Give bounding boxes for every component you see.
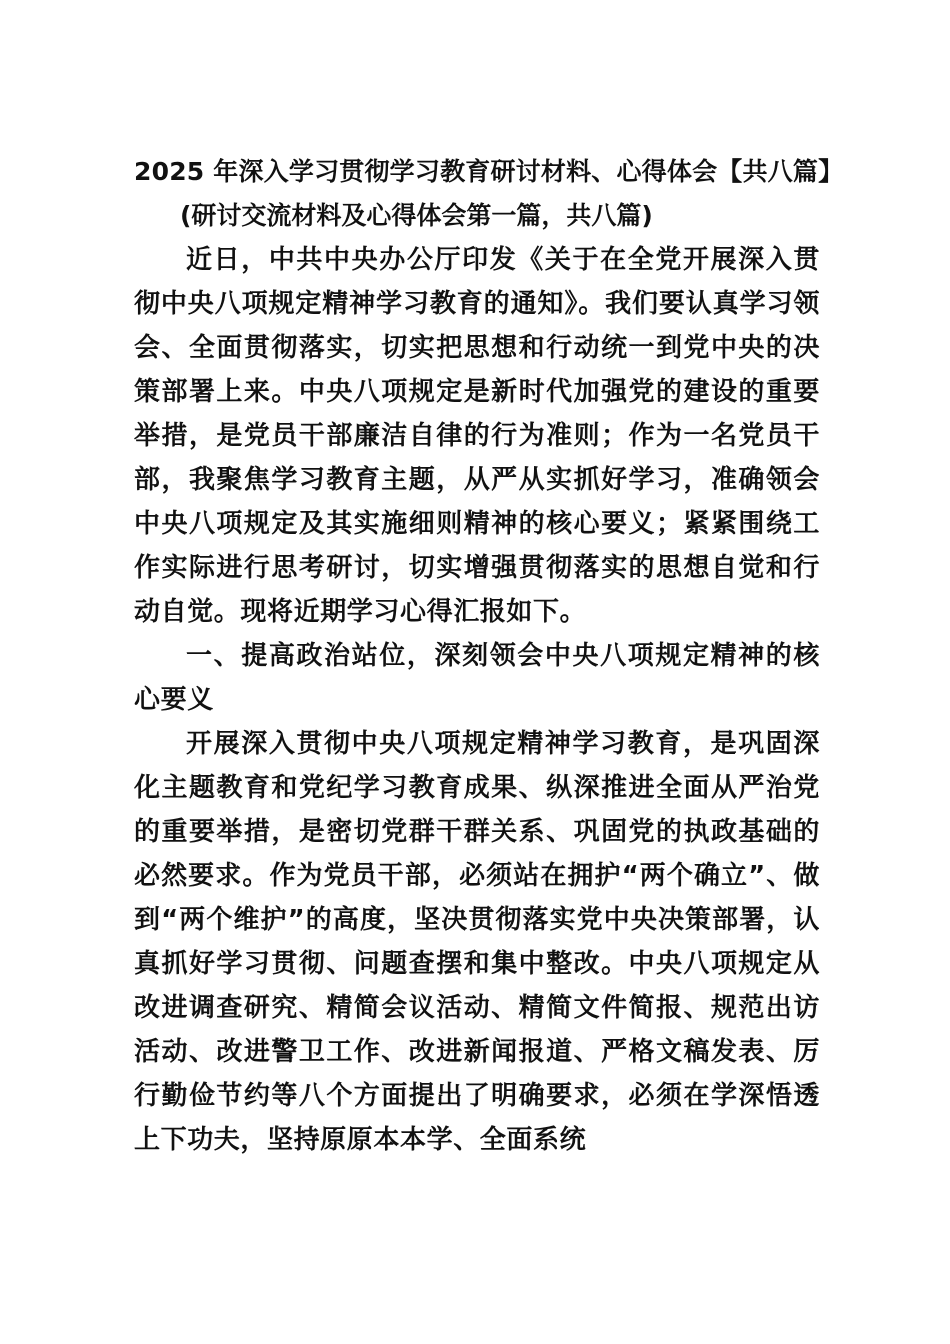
section-heading-1: 一、提高政治站位，深刻领会中央八项规定精神的核心要义 [134, 641, 820, 715]
intro-paragraph: 近日，中共中央办公厅印发《关于在全党开展深入贯彻中央八项规定精神学习教育的通知》。我们要认真学习领会、全面贯彻落实，切实把思想和行动统一到党中央的决策部署上来。中央八项规定是新时代加强党的建设的重要举措，是党员干部廉洁自律的行为准则；作为一名党员干部，我聚焦学习教育主题，从严从实抓好学习，准确领会中央八项规定及其实施细则精神的核心要义；紧紧围绕工作实际进行思考研讨，切实增强贯彻落实的思想自觉和行动自觉。现将近期学习心得汇报如下。 [134, 245, 820, 627]
document-body [134, 150, 844, 1162]
section-1-paragraph: 开展深入贯彻中央八项规定精神学习教育，是巩固深化主题教育和党纪学习教育成果、纵深推进全面从严治党的重要举措，是密切党群干群关系、巩固党的执政基础的必然要求。作为党员干部，必须站在拥护“两个确立”、做到“两个维护”的高度，坚决贯彻落实党中央决策部署，认真抓好学习贯彻、问题查摆和集中整改。中央八项规定从改进调查研究、精简会议活动、精简文件简报、规范出访活动、改进警卫工作、改进新闻报道、严格文稿发表、厉行勤俭节约等八个方面提出了明确要求，必须在学深悟透上下功夫，坚持原原本本学、全面系统 [134, 729, 820, 1155]
document-title: 2025 年深入学习贯彻学习教育研讨材料、心得体会【共八篇】 [134, 157, 844, 186]
document-subtitle: (研讨交流材料及心得体会第一篇，共八篇) [180, 201, 653, 230]
